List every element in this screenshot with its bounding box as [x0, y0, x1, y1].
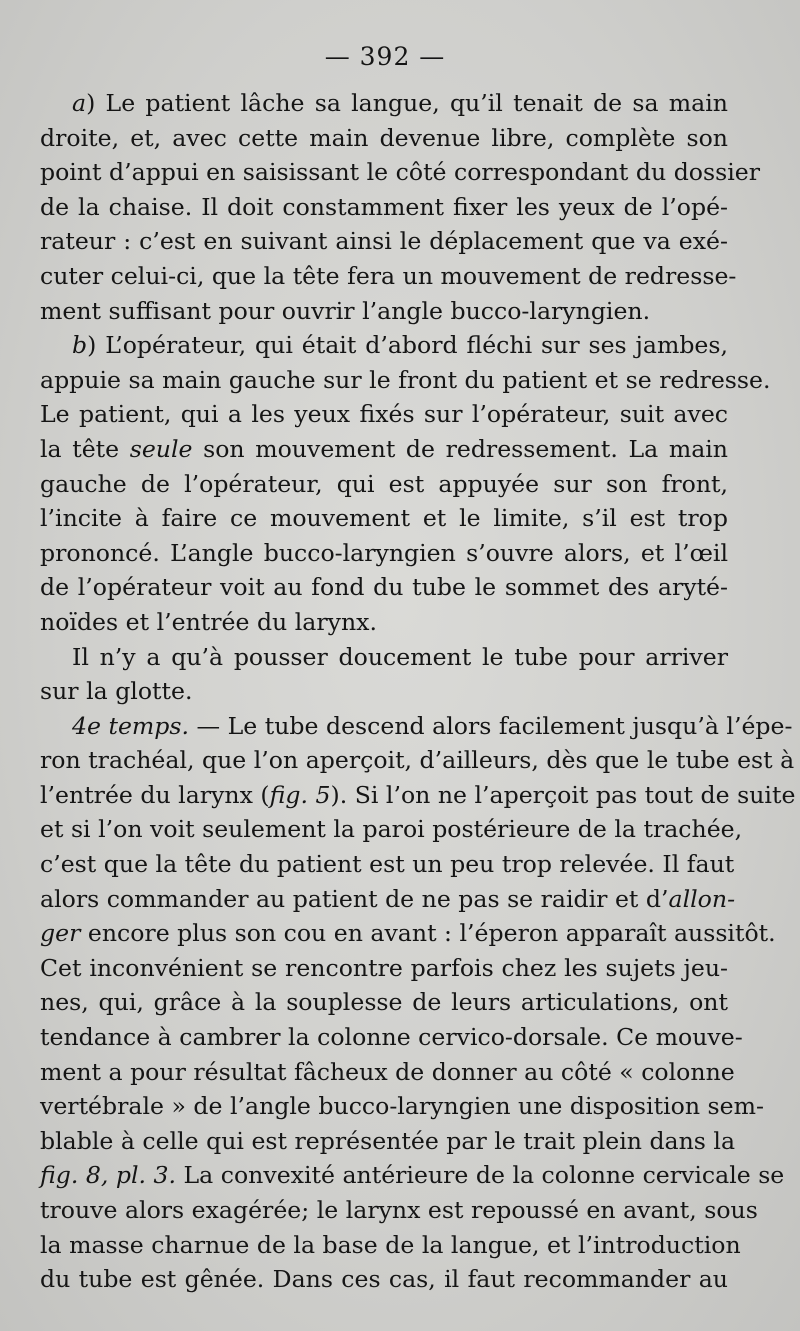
text-line: [40, 951, 728, 986]
text-segment: gauche de l’opérateur, qui est appuyée sur son front,: [40, 469, 728, 498]
text-line: [40, 1020, 743, 1055]
italic-text: fig. 5: [269, 780, 331, 809]
text-line: [40, 190, 728, 225]
italic-text: fig. 8, pl. 3.: [40, 1161, 177, 1190]
text-segment: de l’opérateur voit au fond du tube le sommet des aryté-: [40, 573, 728, 602]
text-segment: point d’appui en saisissant le côté correspondant du dossier: [40, 158, 761, 187]
text-segment: la masse charnue de la base de la langue, et l’introduction: [40, 1230, 741, 1259]
text-line: [40, 501, 728, 536]
text-segment: c’est que la tête du patient est un peu trop relevée. Il faut: [40, 850, 735, 879]
text-line: [40, 640, 728, 675]
text-segment: droite, et, avec cette main devenue libre, complète son: [40, 123, 728, 152]
text-line: [40, 397, 728, 432]
text-segment: ment a pour résultat fâcheux de donner au côté « colonne: [40, 1057, 735, 1086]
text-segment: noïdes et l’entrée du larynx.: [40, 607, 377, 636]
text-line: [40, 121, 728, 156]
text-segment: encore plus son cou en avant : l’éperon apparaît aussitôt.: [80, 919, 776, 948]
italic-text: a: [72, 89, 87, 117]
text-line: [40, 812, 743, 847]
text-line: [40, 1158, 785, 1193]
text-line: [40, 674, 728, 709]
text-line: [40, 536, 728, 571]
text-segment: l’incite à faire ce mouvement et le limite, s’il est trop: [40, 504, 728, 533]
text-line: [40, 916, 776, 951]
body-text: [40, 86, 796, 1297]
text-line: [40, 778, 796, 813]
text-line: [40, 743, 795, 778]
text-segment: prononcé. L’angle bucco-laryngien s’ouvre alors, et l’œil: [40, 538, 728, 567]
text-segment: du tube est gênée. Dans ces cas, il faut recommander au: [40, 1265, 728, 1294]
text-line: [40, 432, 728, 467]
text-segment: appuie sa main gauche sur le front du patient et se redresse.: [40, 365, 771, 394]
text-line: [40, 847, 735, 882]
text-line: [40, 709, 793, 744]
text-segment: tendance à cambrer la colonne cervico-dorsale. Ce mouve-: [40, 1023, 743, 1052]
text-segment: cuter celui-ci, que la tête fera un mouvement de redresse-: [40, 261, 737, 290]
text-segment: vertébrale » de l’angle bucco-laryngien une disposition sem-: [40, 1092, 764, 1121]
text-line: [40, 259, 737, 294]
text-line: [40, 1193, 758, 1228]
text-segment: et si l’on voit seulement la paroi postérieure de la trachée,: [40, 815, 743, 844]
text-segment: ). Si l’on ne l’aperçoit pas tout de suite: [330, 780, 796, 809]
italic-text: b: [72, 331, 88, 360]
text-segment: de la chaise. Il doit constamment fixer les yeux de l’opé-: [40, 192, 728, 221]
text-line: [40, 328, 728, 363]
text-segment: Il n’y a qu’à pousser doucement le tube pour arriver: [72, 642, 728, 671]
italic-text: allon-: [668, 884, 736, 913]
text-segment: blable à celle qui est représentée par le trait plein dans la: [40, 1126, 736, 1155]
text-segment: ment suffisant pour ouvrir l’angle bucco-laryngien.: [40, 296, 651, 325]
text-segment: Cet inconvénient se rencontre parfois chez les sujets jeu-: [40, 953, 728, 982]
text-line: [40, 155, 761, 190]
text-segment: l’entrée du larynx (: [40, 780, 270, 809]
italic-text: ger: [40, 919, 81, 948]
text-line: [40, 1124, 736, 1159]
text-line: [40, 86, 728, 121]
text-line: [40, 985, 728, 1020]
page-number: — 392 —: [324, 42, 446, 71]
text-segment: son mouvement de redressement. La main: [192, 434, 728, 463]
text-line: [40, 1089, 764, 1124]
text-segment: sur la glotte.: [40, 677, 193, 706]
italic-text: 4e temps.: [72, 711, 190, 740]
text-segment: alors commander au patient de ne pas se raidir et d’: [40, 884, 669, 913]
text-line: [40, 570, 728, 605]
text-line: [40, 605, 728, 640]
text-segment: nes, qui, grâce à la souplesse de leurs articulations, ont: [40, 988, 728, 1017]
text-line: [40, 882, 736, 917]
text-line: [40, 1055, 735, 1090]
text-segment: la tête: [40, 434, 130, 463]
text-segment: ) L’opérateur, qui était d’abord fléchi sur ses jambes,: [87, 331, 728, 360]
text-segment: rateur : c’est en suivant ainsi le déplacement que va exé-: [40, 227, 728, 256]
text-segment: Le patient, qui a les yeux fixés sur l’opérateur, suit avec: [40, 400, 728, 429]
text-segment: trouve alors exagérée; le larynx est repoussé en avant, sous: [40, 1196, 758, 1224]
text-line: [40, 1228, 741, 1263]
text-line: [40, 224, 728, 259]
text-line: [40, 467, 728, 502]
text-line: [40, 294, 728, 329]
text-segment: ron trachéal, que l’on aperçoit, d’ailleurs, dès que le tube est à: [40, 746, 795, 775]
text-segment: ) Le patient lâche sa langue, qu’il tenait de sa main: [86, 89, 728, 117]
italic-text: seule: [129, 434, 193, 463]
text-line: [40, 1262, 728, 1297]
text-segment: La convexité antérieure de la colonne cervicale se: [176, 1161, 785, 1190]
text-segment: — Le tube descend alors facilement jusqu’à l’épe-: [189, 711, 793, 740]
text-line: [40, 363, 771, 398]
